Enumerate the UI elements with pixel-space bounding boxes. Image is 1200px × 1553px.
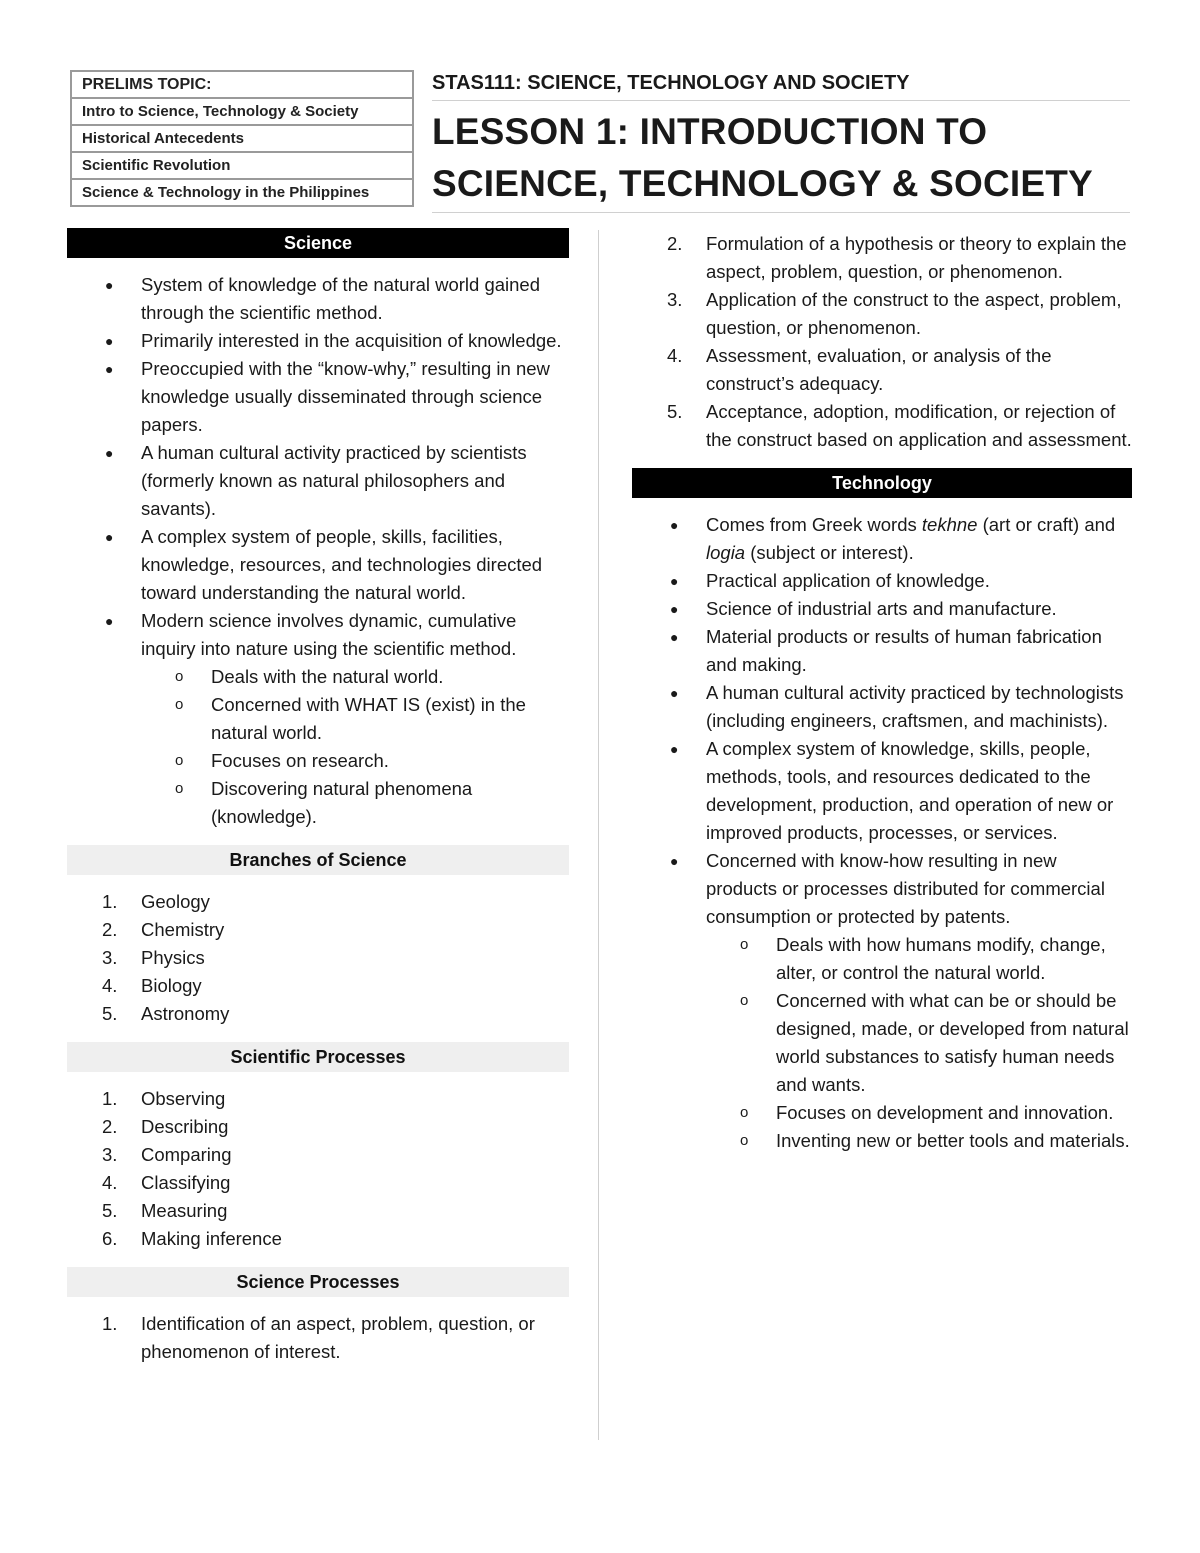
list-item [67,691,569,747]
list-item-text: Deals with the natural world. [211,666,444,687]
list-item [67,1310,569,1366]
scientific-processes-header: Scientific Processes [67,1042,569,1072]
list-item-text: Concerned with what can be or should be designed, made, or developed from natural world substances to satisfy human needs and wants. [776,990,1129,1095]
bullet-icon: ● [105,529,114,545]
list-item [67,523,569,607]
list-item-text: Inventing new or better tools and materials. [776,1130,1130,1151]
list-item-text: Concerned with know-how resulting in new products or processes distributed for commercial consumption or protected by patents. [706,850,1105,927]
list-number: 3. [667,289,683,310]
list-number: 4. [102,975,118,996]
sub-bullet-icon: o [740,992,749,1009]
list-number: 6. [102,1228,118,1249]
list-item-text: Measuring [141,1200,228,1221]
list-item-text: Observing [141,1088,226,1109]
bullet-icon: ● [670,601,679,617]
science-processes-list-part-1 [67,1310,569,1366]
list-item [632,931,1132,987]
science-list [67,271,569,663]
list-item [632,1127,1132,1155]
sub-bullet-icon: o [175,696,184,713]
topic-item: Science & Technology in the Philippines [72,178,412,205]
technology-header: Technology [632,468,1132,498]
list-item-text: Science of industrial arts and manufacture. [706,598,1057,619]
list-item [632,987,1132,1099]
list-number: 1. [102,891,118,912]
bullet-icon: ● [105,445,114,461]
list-number: 2. [102,1116,118,1137]
list-number: 4. [102,1172,118,1193]
list-item-text: A human cultural activity practiced by technologists (including engineers, craftsmen, and machinists). [706,682,1124,731]
list-item-text: Assessment, evaluation, or analysis of the construct’s adequacy. [706,345,1052,394]
sub-bullet-icon: o [175,668,184,685]
list-number: 3. [102,1144,118,1165]
list-item-text: A complex system of people, skills, facilities, knowledge, resources, and technologies directed toward understanding the natural world. [141,526,543,603]
list-item [67,916,569,944]
list-item [67,1169,569,1197]
bullet-icon: ● [670,853,679,869]
bullet-icon: ● [670,741,679,757]
list-number: 4. [667,345,683,366]
list-item [67,1113,569,1141]
topic-item: Scientific Revolution [72,151,412,178]
list-number: 3. [102,947,118,968]
prelims-topic-box [70,70,414,207]
list-item [632,1099,1132,1127]
list-item [67,355,569,439]
lesson-title [432,106,1130,213]
list-number: 5. [102,1200,118,1221]
list-item [632,567,1132,595]
list-number: 5. [667,401,683,422]
list-item-text: Practical application of knowledge. [706,570,990,591]
list-item [67,663,569,691]
list-item-text: Application of the construct to the aspect, problem, question, or phenomenon. [706,289,1122,338]
lesson-title-line-1: LESSON 1: INTRODUCTION TO [432,111,988,152]
list-item [67,1141,569,1169]
list-item-text: Preoccupied with the “know-why,” resulting in new knowledge usually disseminated through science papers. [141,358,550,435]
technology-list [632,511,1132,931]
list-item [67,439,569,523]
list-item-text: Primarily interested in the acquisition of knowledge. [141,330,562,351]
list-item-text: Chemistry [141,919,225,940]
list-item-text: System of knowledge of the natural world gained through the scientific method. [141,274,541,323]
list-item [632,230,1132,286]
list-item-text: Geology [141,891,210,912]
list-item-text: Material products or results of human fabrication and making. [706,626,1102,675]
sub-bullet-icon: o [740,936,749,953]
left-column [67,228,569,1366]
list-item [67,1000,569,1028]
list-item [67,327,569,355]
list-item [67,271,569,327]
sub-bullet-icon: o [740,1104,749,1121]
branches-header: Branches of Science [67,845,569,875]
list-number: 1. [102,1088,118,1109]
column-divider [598,230,599,1440]
list-item [632,398,1132,454]
science-header: Science [67,228,569,258]
list-item-text: Comes from Greek words tekhne (art or craft) and logia (subject or interest). [706,514,1116,563]
bullet-icon: ● [670,629,679,645]
list-item-text: A complex system of knowledge, skills, people, methods, tools, and resources dedicated to the development, production, and operation of new or improved products, processes, or services. [706,738,1114,843]
technology-sub-list [632,931,1132,1155]
bullet-icon: ● [105,613,114,629]
lesson-title-line-2: SCIENCE, TECHNOLOGY & SOCIETY [432,163,1093,204]
sub-bullet-icon: o [740,1132,749,1149]
list-item [67,775,569,831]
list-item [67,747,569,775]
bullet-icon: ● [670,573,679,589]
list-item-text: Focuses on research. [211,750,389,771]
list-number: 2. [667,233,683,254]
list-item [67,1085,569,1113]
list-number: 1. [102,1313,118,1334]
bullet-icon: ● [105,361,114,377]
list-item-text: A human cultural activity practiced by scientists (formerly known as natural philosophers and savants). [141,442,527,519]
science-sub-list [67,663,569,831]
list-item [67,607,569,663]
list-item [632,623,1132,679]
list-item [67,1225,569,1253]
sub-bullet-icon: o [175,780,184,797]
branches-list [67,888,569,1028]
list-item [67,1197,569,1225]
bullet-icon: ● [105,277,114,293]
scientific-processes-list [67,1085,569,1253]
list-item [632,735,1132,847]
list-item-text: Formulation of a hypothesis or theory to explain the aspect, problem, question, or phenomenon. [706,233,1127,282]
list-item-text: Discovering natural phenomena (knowledge). [211,778,473,827]
list-item-text: Concerned with WHAT IS (exist) in the natural world. [211,694,526,743]
list-item-text: Biology [141,975,202,996]
list-item-text: Classifying [141,1172,231,1193]
list-item-text: Astronomy [141,1003,230,1024]
list-item [632,595,1132,623]
course-title: STAS111: SCIENCE, TECHNOLOGY AND SOCIETY [432,72,1130,101]
list-item [632,847,1132,931]
list-item [67,972,569,1000]
list-number: 5. [102,1003,118,1024]
list-item-text: Acceptance, adoption, modification, or rejection of the construct based on application and assessment. [706,401,1132,450]
list-item-text: Modern science involves dynamic, cumulative inquiry into nature using the scientific method. [141,610,517,659]
list-item [632,511,1132,567]
list-number: 2. [102,919,118,940]
list-item [632,286,1132,342]
list-item [632,342,1132,398]
list-item-text: Identification of an aspect, problem, question, or phenomenon of interest. [141,1313,535,1362]
right-column [632,228,1132,1155]
bullet-icon: ● [670,517,679,533]
bullet-icon: ● [670,685,679,701]
list-item-text: Deals with how humans modify, change, alter, or control the natural world. [776,934,1106,983]
prelims-topic-title: PRELIMS TOPIC: [82,76,212,93]
sub-bullet-icon: o [175,752,184,769]
bullet-icon: ● [105,333,114,349]
list-item [632,679,1132,735]
topic-item: Intro to Science, Technology & Society [72,97,412,124]
list-item-text: Focuses on development and innovation. [776,1102,1114,1123]
list-item-text: Physics [141,947,205,968]
topic-item: Historical Antecedents [72,124,412,151]
list-item [67,944,569,972]
list-item-text: Describing [141,1116,229,1137]
science-processes-header: Science Processes [67,1267,569,1297]
list-item [67,888,569,916]
list-item-text: Making inference [141,1228,282,1249]
list-item-text: Comparing [141,1144,232,1165]
science-processes-list-part-2 [632,230,1132,454]
